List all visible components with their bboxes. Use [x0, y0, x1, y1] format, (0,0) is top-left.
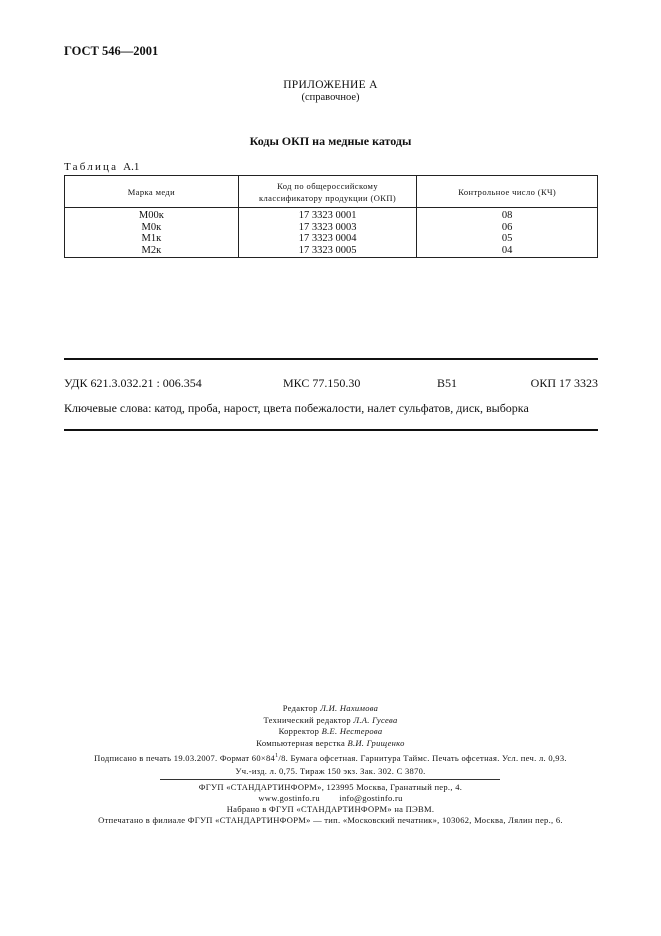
- table-label-word: Таблица: [64, 161, 119, 173]
- credit-name: Л.И. Нахимова: [320, 703, 379, 713]
- bottom-divider: [64, 429, 598, 431]
- mks-code: МКС 77.150.30: [283, 376, 361, 390]
- header-okp-line2: классификатору продукции (ОКП): [259, 192, 397, 203]
- table-row: [65, 208, 598, 258]
- header-okp-line1: Код по общероссийскому: [277, 180, 378, 191]
- print-info-text: Подписано в печать 19.03.2007. Формат 60×84: [94, 753, 276, 763]
- credit-name: Л.А. Гусева: [353, 714, 398, 725]
- print-info-line1: [0, 752, 661, 765]
- publisher-contacts: [0, 793, 661, 804]
- publisher-address: ФГУП «СТАНДАРТИНФОРМ», 123995 Москва, Гранатный пер., 4.: [198, 782, 463, 792]
- cell-okp: 17 3323 0001: [298, 210, 357, 221]
- table-title: Коды ОКП на медные катоды: [249, 134, 412, 148]
- format-slash: /: [278, 753, 282, 763]
- cell-grade: М0к: [141, 221, 162, 233]
- cell-check: 05: [501, 233, 513, 244]
- credit-role: Корректор: [278, 726, 320, 736]
- format-denominator: 8: [281, 753, 286, 763]
- group-code: В51: [437, 376, 458, 390]
- appendix-subtitle: (справочное): [301, 92, 360, 103]
- print-info: [0, 752, 661, 777]
- format-superscript: 1: [275, 753, 279, 759]
- cell-checks: [417, 208, 598, 258]
- cell-grades: [65, 208, 239, 258]
- print-info-text: . Бумага офсетная. Гарнитура Таймс. Печать офсетная. Усл. печ. л. 0,93.: [285, 753, 567, 763]
- cell-check: 08: [501, 210, 513, 221]
- publisher-divider: [160, 779, 500, 780]
- credit-editor: [0, 703, 661, 715]
- credit-corrector: [0, 726, 661, 738]
- credit-tech-editor: [0, 715, 661, 727]
- udk-code: УДК 621.3.032.21 : 006.354: [64, 376, 202, 390]
- cell-check: 06: [501, 221, 513, 233]
- publisher-typeset: Набрано в ФГУП «СТАНДАРТИНФОРМ» на ПЭВМ.: [226, 804, 435, 814]
- credit-role: Компьютерная верстка: [256, 737, 346, 748]
- okp-codes-table: [64, 175, 598, 258]
- keywords: Ключевые слова: катод, проба, нарост, цвета побежалости, налет сульфатов, диск, выборка: [64, 401, 529, 415]
- publisher-block: [0, 782, 661, 826]
- top-divider: [64, 358, 598, 360]
- credit-role: Редактор: [282, 703, 318, 713]
- publisher-email: info@gostinfo.ru: [339, 793, 403, 803]
- cell-check: 04: [501, 244, 513, 256]
- print-info-line2: Уч.-изд. л. 0,75. Тираж 150 экз. Зак. 302. С 3870.: [235, 765, 426, 776]
- credit-layout: [0, 738, 661, 750]
- cell-grade: М2к: [141, 244, 162, 256]
- cell-grade: М1к: [141, 233, 162, 244]
- document-id: ГОСТ 546—2001: [64, 44, 159, 58]
- cell-okp: 17 3323 0004: [298, 233, 357, 244]
- publisher-printed: Отпечатано в филиале ФГУП «СТАНДАРТИНФОРМ» — тип. «Московский печатник», 103062, Москва, Лялин пер., 6.: [98, 815, 563, 825]
- appendix-title: ПРИЛОЖЕНИЕ А: [283, 79, 378, 91]
- table-header-row: [65, 176, 598, 208]
- table-number: А.1: [123, 161, 140, 173]
- header-check: Контрольное число (КЧ): [417, 176, 598, 208]
- cell-okps: [238, 208, 417, 258]
- credits-block: [0, 703, 661, 749]
- credit-role: Технический редактор: [263, 714, 351, 725]
- credit-name: В.Е. Нестерова: [321, 726, 383, 736]
- cell-okp: 17 3323 0003: [298, 221, 357, 233]
- cell-okp: 17 3323 0005: [298, 244, 357, 256]
- okp-code: ОКП 17 3323: [530, 376, 598, 390]
- credit-name: В.И. Грищенко: [347, 737, 405, 748]
- table-label: [64, 161, 139, 173]
- cell-grade: М00к: [138, 210, 164, 221]
- header-grade: Марка меди: [65, 176, 239, 208]
- publisher-web: www.gostinfo.ru: [258, 793, 320, 803]
- header-okp: [238, 176, 417, 208]
